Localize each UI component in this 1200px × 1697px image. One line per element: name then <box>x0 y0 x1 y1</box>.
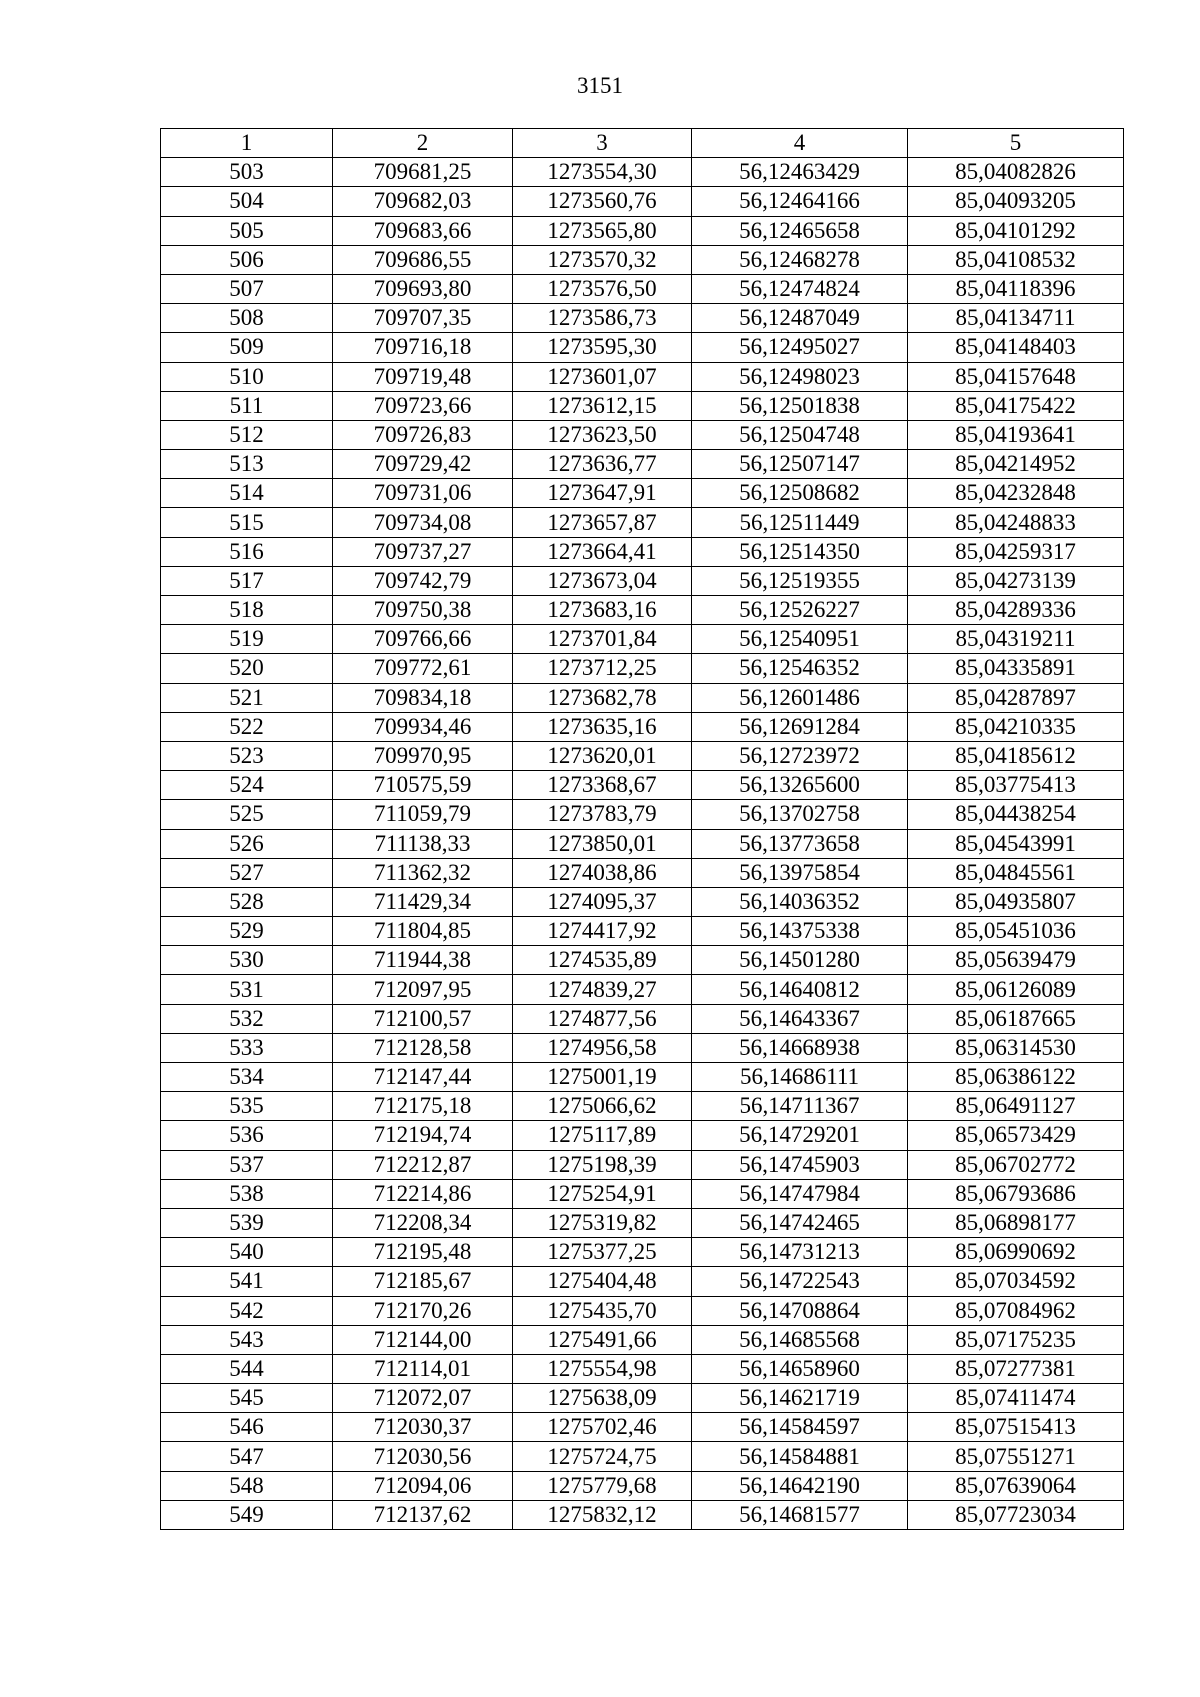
table-row <box>161 1121 1124 1150</box>
table-cell: 516 <box>161 537 333 566</box>
table-cell: 709716,18 <box>333 333 513 362</box>
table-cell: 1274417,92 <box>513 917 692 946</box>
table-row <box>161 420 1124 449</box>
table-cell: 712100,57 <box>333 1004 513 1033</box>
table-cell: 85,05639479 <box>908 946 1124 975</box>
table-cell: 530 <box>161 946 333 975</box>
table-row <box>161 1354 1124 1383</box>
table-cell: 709934,46 <box>333 712 513 741</box>
table-cell: 526 <box>161 829 333 858</box>
table-cell: 1275319,82 <box>513 1208 692 1237</box>
table-row <box>161 654 1124 683</box>
table-cell: 1275377,25 <box>513 1238 692 1267</box>
table-row <box>161 596 1124 625</box>
table-cell: 56,13975854 <box>692 858 908 887</box>
table-row <box>161 1179 1124 1208</box>
column-header: 2 <box>333 129 513 158</box>
table-cell: 85,06793686 <box>908 1179 1124 1208</box>
table-cell: 85,06187665 <box>908 1004 1124 1033</box>
table-cell: 85,04248833 <box>908 508 1124 537</box>
table-cell: 56,14584881 <box>692 1442 908 1471</box>
table-cell: 85,04214952 <box>908 450 1124 479</box>
table-cell: 1273554,30 <box>513 158 692 187</box>
table-cell: 549 <box>161 1500 333 1529</box>
table-cell: 56,12507147 <box>692 450 908 479</box>
table-cell: 85,04101292 <box>908 216 1124 245</box>
table-cell: 1275117,89 <box>513 1121 692 1150</box>
table-cell: 1273850,01 <box>513 829 692 858</box>
table-row <box>161 1442 1124 1471</box>
table-cell: 85,04259317 <box>908 537 1124 566</box>
table-cell: 1273570,32 <box>513 245 692 274</box>
table-cell: 1273601,07 <box>513 362 692 391</box>
table-cell: 85,07639064 <box>908 1471 1124 1500</box>
table-row <box>161 245 1124 274</box>
table-cell: 85,06573429 <box>908 1121 1124 1150</box>
table-cell: 1275491,66 <box>513 1325 692 1354</box>
table-cell: 85,04157648 <box>908 362 1124 391</box>
table-cell: 523 <box>161 741 333 770</box>
table-cell: 529 <box>161 917 333 946</box>
table-cell: 85,04175422 <box>908 391 1124 420</box>
table-cell: 56,13265600 <box>692 771 908 800</box>
table-cell: 56,12514350 <box>692 537 908 566</box>
table-cell: 535 <box>161 1092 333 1121</box>
table-cell: 520 <box>161 654 333 683</box>
table-cell: 541 <box>161 1267 333 1296</box>
table-cell: 1273612,15 <box>513 391 692 420</box>
table-cell: 1273712,25 <box>513 654 692 683</box>
table-cell: 85,07411474 <box>908 1384 1124 1413</box>
table-cell: 534 <box>161 1063 333 1092</box>
table-row <box>161 1033 1124 1062</box>
table-cell: 709681,25 <box>333 158 513 187</box>
table-cell: 56,12465658 <box>692 216 908 245</box>
table-row <box>161 1413 1124 1442</box>
table-cell: 85,04093205 <box>908 187 1124 216</box>
table-row <box>161 304 1124 333</box>
table-cell: 56,14375338 <box>692 917 908 946</box>
table-cell: 85,04287897 <box>908 683 1124 712</box>
table-cell: 1273368,67 <box>513 771 692 800</box>
table-cell: 1275779,68 <box>513 1471 692 1500</box>
table-cell: 85,06126089 <box>908 975 1124 1004</box>
table-cell: 85,07723034 <box>908 1500 1124 1529</box>
table-cell: 1274535,89 <box>513 946 692 975</box>
table-row <box>161 712 1124 741</box>
table-cell: 1274877,56 <box>513 1004 692 1033</box>
table-row <box>161 508 1124 537</box>
table-row <box>161 829 1124 858</box>
table-cell: 525 <box>161 800 333 829</box>
table-cell: 709707,35 <box>333 304 513 333</box>
table-cell: 709686,55 <box>333 245 513 274</box>
table-cell: 546 <box>161 1413 333 1442</box>
table-cell: 1273636,77 <box>513 450 692 479</box>
table-cell: 528 <box>161 887 333 916</box>
table-row <box>161 274 1124 303</box>
table-cell: 1274038,86 <box>513 858 692 887</box>
table-cell: 56,12526227 <box>692 596 908 625</box>
table-cell: 522 <box>161 712 333 741</box>
table-cell: 712170,26 <box>333 1296 513 1325</box>
table-row <box>161 946 1124 975</box>
table-cell: 85,07277381 <box>908 1354 1124 1383</box>
table-cell: 517 <box>161 566 333 595</box>
table-cell: 56,12495027 <box>692 333 908 362</box>
table-cell: 508 <box>161 304 333 333</box>
table-cell: 527 <box>161 858 333 887</box>
table-cell: 710575,59 <box>333 771 513 800</box>
table-cell: 85,06898177 <box>908 1208 1124 1237</box>
table-cell: 1275724,75 <box>513 1442 692 1471</box>
table-cell: 542 <box>161 1296 333 1325</box>
table-cell: 547 <box>161 1442 333 1471</box>
table-cell: 545 <box>161 1384 333 1413</box>
table-cell: 711138,33 <box>333 829 513 858</box>
table-cell: 548 <box>161 1471 333 1500</box>
table-row <box>161 1500 1124 1529</box>
table-cell: 56,12474824 <box>692 274 908 303</box>
table-cell: 709750,38 <box>333 596 513 625</box>
table-cell: 1273664,41 <box>513 537 692 566</box>
table-cell: 85,07175235 <box>908 1325 1124 1354</box>
table-row <box>161 771 1124 800</box>
table-cell: 711804,85 <box>333 917 513 946</box>
table-cell: 85,04319211 <box>908 625 1124 654</box>
table-cell: 56,12519355 <box>692 566 908 595</box>
table-cell: 712072,07 <box>333 1384 513 1413</box>
table-row <box>161 1267 1124 1296</box>
table-cell: 1273682,78 <box>513 683 692 712</box>
table-cell: 709726,83 <box>333 420 513 449</box>
table-cell: 531 <box>161 975 333 1004</box>
table-cell: 1273635,16 <box>513 712 692 741</box>
coordinates-table-body <box>161 129 1124 1530</box>
table-row <box>161 887 1124 916</box>
table-cell: 712114,01 <box>333 1354 513 1383</box>
table-cell: 85,06386122 <box>908 1063 1124 1092</box>
table-cell: 712194,74 <box>333 1121 513 1150</box>
table-cell: 712208,34 <box>333 1208 513 1237</box>
table-cell: 712212,87 <box>333 1150 513 1179</box>
table-row <box>161 683 1124 712</box>
table-cell: 85,04118396 <box>908 274 1124 303</box>
table-cell: 519 <box>161 625 333 654</box>
table-cell: 1275435,70 <box>513 1296 692 1325</box>
table-cell: 1274839,27 <box>513 975 692 1004</box>
table-cell: 711429,34 <box>333 887 513 916</box>
table-row <box>161 800 1124 829</box>
table-cell: 1273565,80 <box>513 216 692 245</box>
table-cell: 56,14742465 <box>692 1208 908 1237</box>
table-cell: 56,12468278 <box>692 245 908 274</box>
table-cell: 56,14686111 <box>692 1063 908 1092</box>
table-cell: 56,13773658 <box>692 829 908 858</box>
table-row <box>161 1471 1124 1500</box>
table-cell: 709719,48 <box>333 362 513 391</box>
table-cell: 85,04148403 <box>908 333 1124 362</box>
table-cell: 524 <box>161 771 333 800</box>
table-row <box>161 1092 1124 1121</box>
table-cell: 1275404,48 <box>513 1267 692 1296</box>
table-cell: 85,04108532 <box>908 245 1124 274</box>
table-cell: 712214,86 <box>333 1179 513 1208</box>
table-cell: 56,14681577 <box>692 1500 908 1529</box>
table-cell: 506 <box>161 245 333 274</box>
table-cell: 1273595,30 <box>513 333 692 362</box>
table-cell: 56,12508682 <box>692 479 908 508</box>
table-cell: 712147,44 <box>333 1063 513 1092</box>
table-cell: 505 <box>161 216 333 245</box>
table-cell: 1273576,50 <box>513 274 692 303</box>
table-cell: 709682,03 <box>333 187 513 216</box>
coordinates-table <box>160 128 1124 1530</box>
table-cell: 56,12463429 <box>692 158 908 187</box>
table-cell: 709766,66 <box>333 625 513 654</box>
column-header: 3 <box>513 129 692 158</box>
table-cell: 709772,61 <box>333 654 513 683</box>
table-cell: 712144,00 <box>333 1325 513 1354</box>
table-cell: 85,04185612 <box>908 741 1124 770</box>
column-header: 5 <box>908 129 1124 158</box>
table-cell: 1273673,04 <box>513 566 692 595</box>
table-cell: 56,12723972 <box>692 741 908 770</box>
table-cell: 503 <box>161 158 333 187</box>
table-cell: 504 <box>161 187 333 216</box>
table-cell: 56,14642190 <box>692 1471 908 1500</box>
table-cell: 56,14711367 <box>692 1092 908 1121</box>
table-cell: 56,14668938 <box>692 1033 908 1062</box>
table-cell: 85,06702772 <box>908 1150 1124 1179</box>
table-cell: 1273657,87 <box>513 508 692 537</box>
table-cell: 540 <box>161 1238 333 1267</box>
table-cell: 518 <box>161 596 333 625</box>
table-header-row <box>161 129 1124 158</box>
table-cell: 712195,48 <box>333 1238 513 1267</box>
table-cell: 509 <box>161 333 333 362</box>
table-cell: 1275554,98 <box>513 1354 692 1383</box>
table-cell: 532 <box>161 1004 333 1033</box>
table-row <box>161 450 1124 479</box>
table-cell: 56,14584597 <box>692 1413 908 1442</box>
table-cell: 1275066,62 <box>513 1092 692 1121</box>
table-cell: 85,04193641 <box>908 420 1124 449</box>
table-row <box>161 362 1124 391</box>
table-cell: 85,04232848 <box>908 479 1124 508</box>
table-cell: 85,03775413 <box>908 771 1124 800</box>
table-cell: 536 <box>161 1121 333 1150</box>
table-row <box>161 479 1124 508</box>
table-cell: 544 <box>161 1354 333 1383</box>
table-cell: 1273783,79 <box>513 800 692 829</box>
table-cell: 56,14747984 <box>692 1179 908 1208</box>
table-cell: 85,04845561 <box>908 858 1124 887</box>
table-cell: 56,14685568 <box>692 1325 908 1354</box>
table-cell: 56,14745903 <box>692 1150 908 1179</box>
table-row <box>161 187 1124 216</box>
table-cell: 711944,38 <box>333 946 513 975</box>
table-cell: 1273701,84 <box>513 625 692 654</box>
table-cell: 56,14731213 <box>692 1238 908 1267</box>
table-cell: 85,05451036 <box>908 917 1124 946</box>
table-cell: 1275832,12 <box>513 1500 692 1529</box>
table-cell: 85,06990692 <box>908 1238 1124 1267</box>
table-row <box>161 1325 1124 1354</box>
table-cell: 1273683,16 <box>513 596 692 625</box>
table-cell: 712097,95 <box>333 975 513 1004</box>
table-cell: 709734,08 <box>333 508 513 537</box>
table-cell: 56,14708864 <box>692 1296 908 1325</box>
table-cell: 712128,58 <box>333 1033 513 1062</box>
table-cell: 515 <box>161 508 333 537</box>
table-cell: 712094,06 <box>333 1471 513 1500</box>
table-cell: 543 <box>161 1325 333 1354</box>
table-cell: 85,06314530 <box>908 1033 1124 1062</box>
table-cell: 709834,18 <box>333 683 513 712</box>
table-cell: 712030,37 <box>333 1413 513 1442</box>
table-cell: 85,07034592 <box>908 1267 1124 1296</box>
table-cell: 85,07515413 <box>908 1413 1124 1442</box>
table-cell: 85,07551271 <box>908 1442 1124 1471</box>
table-cell: 709729,42 <box>333 450 513 479</box>
table-row <box>161 975 1124 1004</box>
table-cell: 1273586,73 <box>513 304 692 333</box>
table-cell: 1273623,50 <box>513 420 692 449</box>
table-cell: 709742,79 <box>333 566 513 595</box>
table-row <box>161 625 1124 654</box>
table-row <box>161 917 1124 946</box>
table-cell: 85,04082826 <box>908 158 1124 187</box>
table-cell: 85,06491127 <box>908 1092 1124 1121</box>
table-cell: 56,12601486 <box>692 683 908 712</box>
table-cell: 1274095,37 <box>513 887 692 916</box>
table-cell: 711362,32 <box>333 858 513 887</box>
page-number: 3151 <box>577 73 623 98</box>
table-cell: 56,12546352 <box>692 654 908 683</box>
table-cell: 521 <box>161 683 333 712</box>
table-cell: 56,12511449 <box>692 508 908 537</box>
table-row <box>161 1208 1124 1237</box>
table-cell: 539 <box>161 1208 333 1237</box>
table-row <box>161 1296 1124 1325</box>
table-cell: 56,14658960 <box>692 1354 908 1383</box>
table-cell: 1275001,19 <box>513 1063 692 1092</box>
table-cell: 56,14501280 <box>692 946 908 975</box>
table-row <box>161 1238 1124 1267</box>
table-cell: 85,04335891 <box>908 654 1124 683</box>
table-cell: 56,12504748 <box>692 420 908 449</box>
table-cell: 712137,62 <box>333 1500 513 1529</box>
table-cell: 56,14722543 <box>692 1267 908 1296</box>
table-cell: 709723,66 <box>333 391 513 420</box>
table-cell: 56,12501838 <box>692 391 908 420</box>
table-cell: 512 <box>161 420 333 449</box>
table-cell: 56,14640812 <box>692 975 908 1004</box>
table-cell: 1273560,76 <box>513 187 692 216</box>
table-cell: 56,12464166 <box>692 187 908 216</box>
table-cell: 709683,66 <box>333 216 513 245</box>
table-cell: 56,14643367 <box>692 1004 908 1033</box>
table-cell: 712175,18 <box>333 1092 513 1121</box>
table-cell: 537 <box>161 1150 333 1179</box>
table-cell: 538 <box>161 1179 333 1208</box>
table-cell: 85,04543991 <box>908 829 1124 858</box>
table-cell: 510 <box>161 362 333 391</box>
table-cell: 56,12487049 <box>692 304 908 333</box>
table-cell: 709970,95 <box>333 741 513 770</box>
table-cell: 56,14036352 <box>692 887 908 916</box>
table-cell: 1274956,58 <box>513 1033 692 1062</box>
table-cell: 712185,67 <box>333 1267 513 1296</box>
table-cell: 1275254,91 <box>513 1179 692 1208</box>
table-cell: 1275702,46 <box>513 1413 692 1442</box>
table-cell: 85,04134711 <box>908 304 1124 333</box>
table-cell: 56,12498023 <box>692 362 908 391</box>
table-cell: 85,04438254 <box>908 800 1124 829</box>
table-row <box>161 391 1124 420</box>
table-cell: 85,04273139 <box>908 566 1124 595</box>
table-cell: 85,04289336 <box>908 596 1124 625</box>
table-cell: 56,12691284 <box>692 712 908 741</box>
table-row <box>161 216 1124 245</box>
table-cell: 533 <box>161 1033 333 1062</box>
table-row <box>161 1150 1124 1179</box>
table-cell: 511 <box>161 391 333 420</box>
table-cell: 709737,27 <box>333 537 513 566</box>
table-cell: 709731,06 <box>333 479 513 508</box>
column-header: 1 <box>161 129 333 158</box>
table-cell: 85,04935807 <box>908 887 1124 916</box>
table-cell: 1273620,01 <box>513 741 692 770</box>
table-cell: 1273647,91 <box>513 479 692 508</box>
table-cell: 1275198,39 <box>513 1150 692 1179</box>
table-cell: 507 <box>161 274 333 303</box>
table-row <box>161 1063 1124 1092</box>
table-row <box>161 1004 1124 1033</box>
table-cell: 709693,80 <box>333 274 513 303</box>
table-cell: 85,07084962 <box>908 1296 1124 1325</box>
table-cell: 56,14729201 <box>692 1121 908 1150</box>
column-header: 4 <box>692 129 908 158</box>
table-cell: 712030,56 <box>333 1442 513 1471</box>
table-cell: 514 <box>161 479 333 508</box>
table-row <box>161 1384 1124 1413</box>
table-row <box>161 741 1124 770</box>
table-cell: 1275638,09 <box>513 1384 692 1413</box>
table-row <box>161 158 1124 187</box>
table-cell: 85,04210335 <box>908 712 1124 741</box>
table-cell: 56,13702758 <box>692 800 908 829</box>
table-cell: 56,14621719 <box>692 1384 908 1413</box>
table-cell: 56,12540951 <box>692 625 908 654</box>
table-cell: 711059,79 <box>333 800 513 829</box>
table-row <box>161 566 1124 595</box>
table-row <box>161 537 1124 566</box>
table-row <box>161 333 1124 362</box>
table-row <box>161 858 1124 887</box>
table-cell: 513 <box>161 450 333 479</box>
